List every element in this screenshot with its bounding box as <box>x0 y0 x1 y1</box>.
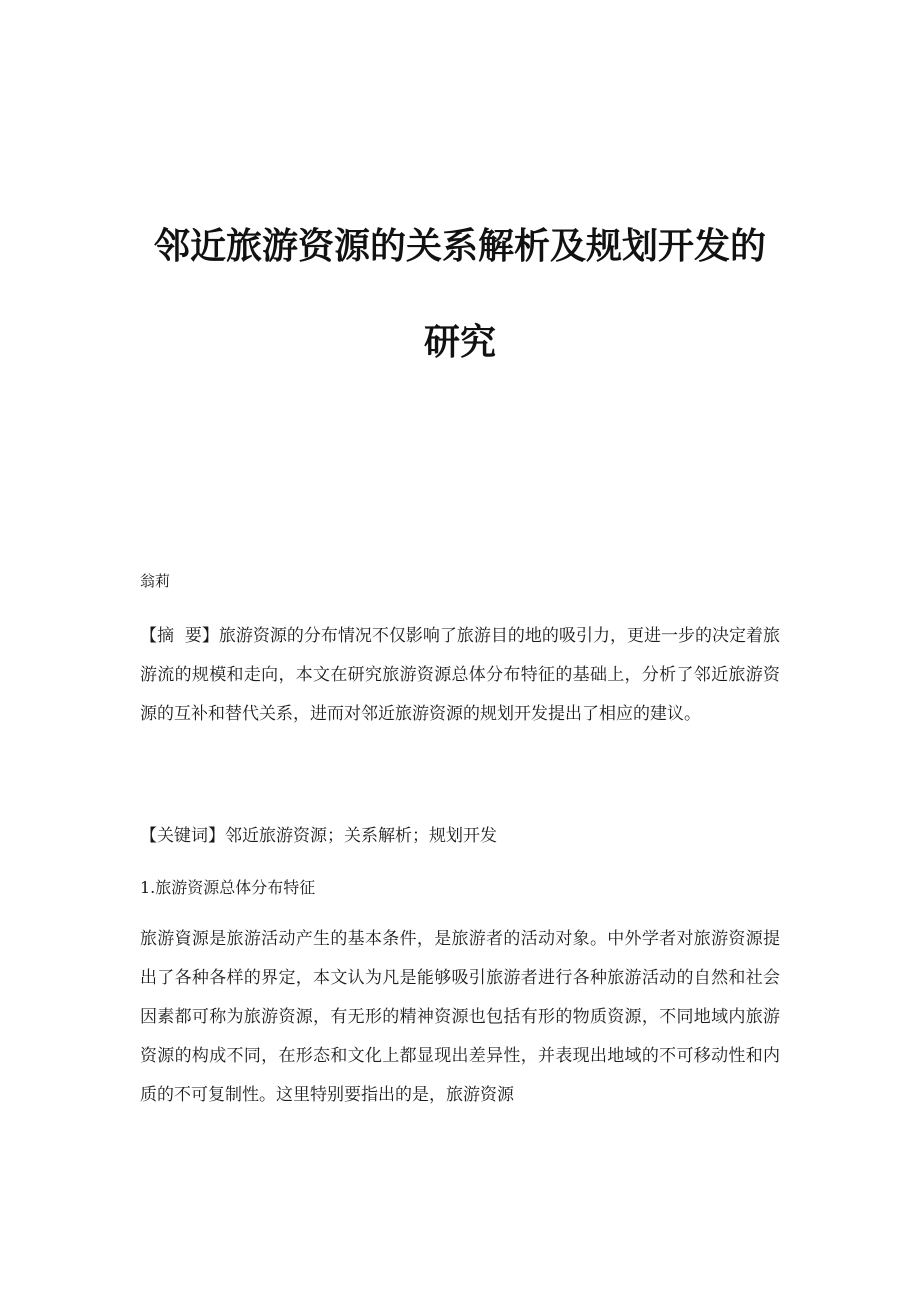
abstract-paragraph <box>140 617 780 734</box>
title-line-2: 研究 <box>423 322 496 363</box>
keywords-text: 邻近旅游资源；关系解析；规划开发 <box>225 826 497 846</box>
body-paragraph: 旅游資源是旅游活动产生的基本条件，是旅游者的活动对象。中外学者对旅游资源提出了各种各样的界定，本文认为凡是能够吸引旅游者进行各种旅游活动的自然和社会因素都可称为旅游资源，有无形的精神资源也包括有形的物质资源，不同地域内旅游资源的构成不同，在形态和文化上都显现出差异性，并表现出地域的不可移动性和内质的不可复制性。这里特别要指出的是，旅游资源 <box>140 929 780 1105</box>
abstract-text: 旅游资源的分布情况不仅影响了旅游目的地的吸引力，更进一步的决定着旅游流的规模和走向，本文在研究旅游资源总体分布特征的基础上，分析了邻近旅游资源的互补和替代关系，进而对邻近旅游资源的规划开发提出了相应的建议。 <box>140 626 781 724</box>
keywords-paragraph <box>140 817 780 856</box>
keywords-label: 【关键词】 <box>140 826 225 846</box>
section-heading: 1.旅游资源总体分布特征 <box>140 878 316 897</box>
author-name: 翁莉 <box>140 572 171 590</box>
title-line-1: 邻近旅游资源的关系解析及规划开发的 <box>153 226 766 267</box>
abstract-label: 【摘 要】 <box>140 626 219 646</box>
